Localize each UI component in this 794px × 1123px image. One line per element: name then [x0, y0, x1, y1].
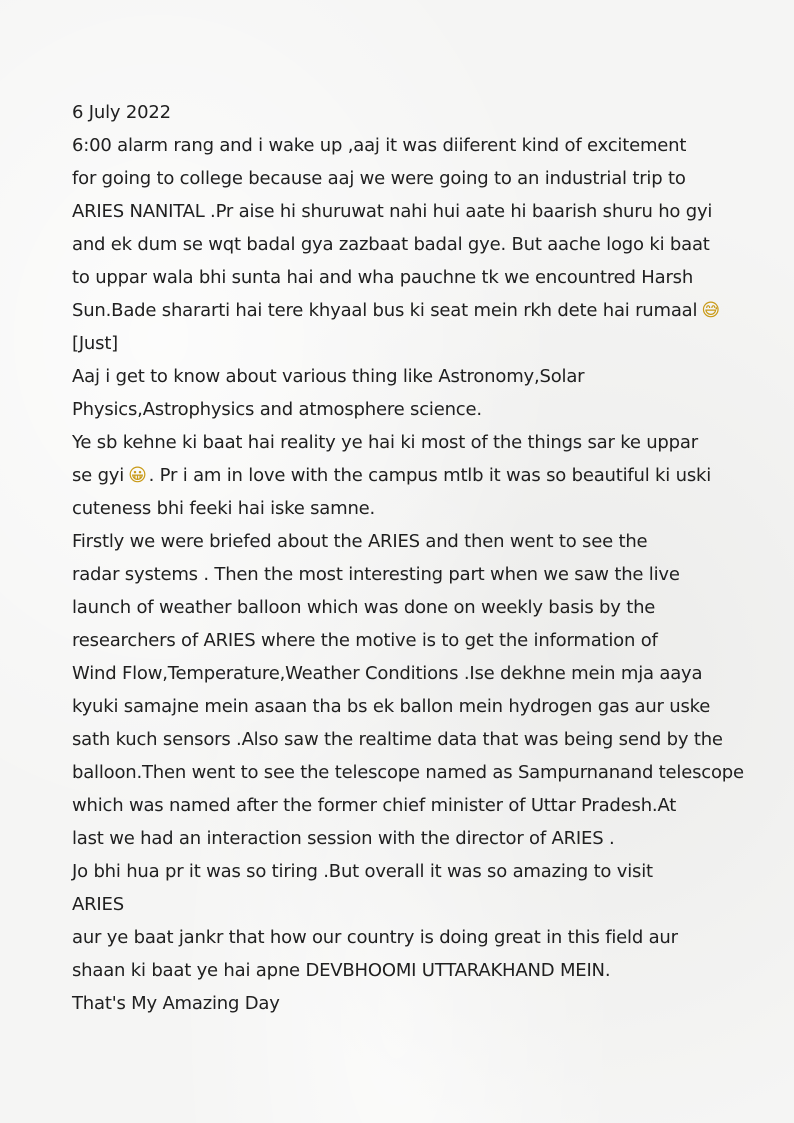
diary-line: last we had an interaction session with the director of ARIES .	[72, 828, 615, 849]
diary-line: to uppar wala bhi sunta hai and wha pauchne tk we encountred Harsh	[72, 267, 694, 288]
sweat-smile-emoji-icon: 😅	[701, 300, 720, 321]
diary-line: shaan ki baat ye hai apne DEVBHOOMI UTTARAKHAND MEIN.	[72, 960, 611, 981]
diary-line: Firstly we were briefed about the ARIES and then went to see the	[72, 531, 648, 552]
diary-line-text: Sun.Bade shararti hai tere khyaal bus ki seat mein rkh dete hai rumaal	[72, 300, 698, 321]
diary-line: for going to college because aaj we were going to an industrial trip to	[72, 168, 686, 189]
diary-line: launch of weather balloon which was done on weekly basis by the	[72, 597, 656, 618]
diary-line-text: . Pr i am in love with the campus mtlb it was so beautiful ki uski	[148, 465, 712, 486]
diary-line-with-emoji	[72, 302, 720, 320]
diary-line: ARIES NANITAL .Pr aise hi shuruwat nahi hui aate hi baarish shuru ho gyi	[72, 201, 713, 222]
diary-line: which was named after the former chief minister of Uttar Pradesh.At	[72, 795, 677, 816]
diary-line-with-emoji	[72, 467, 711, 485]
diary-line: and ek dum se wqt badal gya zazbaat badal gye. But aache logo ki baat	[72, 234, 710, 255]
diary-line: researchers of ARIES where the motive is to get the information of	[72, 630, 658, 651]
diary-line: Ye sb kehne ki baat hai reality ye hai ki most of the things sar ke uppar	[72, 432, 698, 453]
diary-line: kyuki samajne mein asaan tha bs ek ballon mein hydrogen gas aur uske	[72, 696, 711, 717]
diary-line: cuteness bhi feeki hai iske samne.	[72, 498, 376, 519]
diary-line: balloon.Then went to see the telescope named as Sampurnanand telescope	[72, 762, 744, 783]
diary-closing-line: That's My Amazing Day	[72, 993, 280, 1014]
diary-line: Physics,Astrophysics and atmosphere science.	[72, 399, 482, 420]
grin-emoji-icon: 😀	[128, 465, 147, 486]
diary-line: radar systems . Then the most interesting part when we saw the live	[72, 564, 680, 585]
diary-line: Jo bhi hua pr it was so tiring .But overall it was so amazing to visit	[72, 861, 653, 882]
diary-line: 6:00 alarm rang and i wake up ,aaj it was diiferent kind of excitement	[72, 135, 687, 156]
diary-line-text: se gyi	[72, 465, 125, 486]
diary-line: [Just]	[72, 333, 118, 354]
diary-line: sath kuch sensors .Also saw the realtime data that was being send by the	[72, 729, 723, 750]
diary-line: aur ye baat jankr that how our country is doing great in this field aur	[72, 927, 678, 948]
diary-line: ARIES	[72, 894, 124, 915]
diary-line: Aaj i get to know about various thing like Astronomy,Solar	[72, 366, 585, 387]
diary-date: 6 July 2022	[72, 102, 171, 123]
diary-line: Wind Flow,Temperature,Weather Conditions .Ise dekhne mein mja aaya	[72, 663, 703, 684]
